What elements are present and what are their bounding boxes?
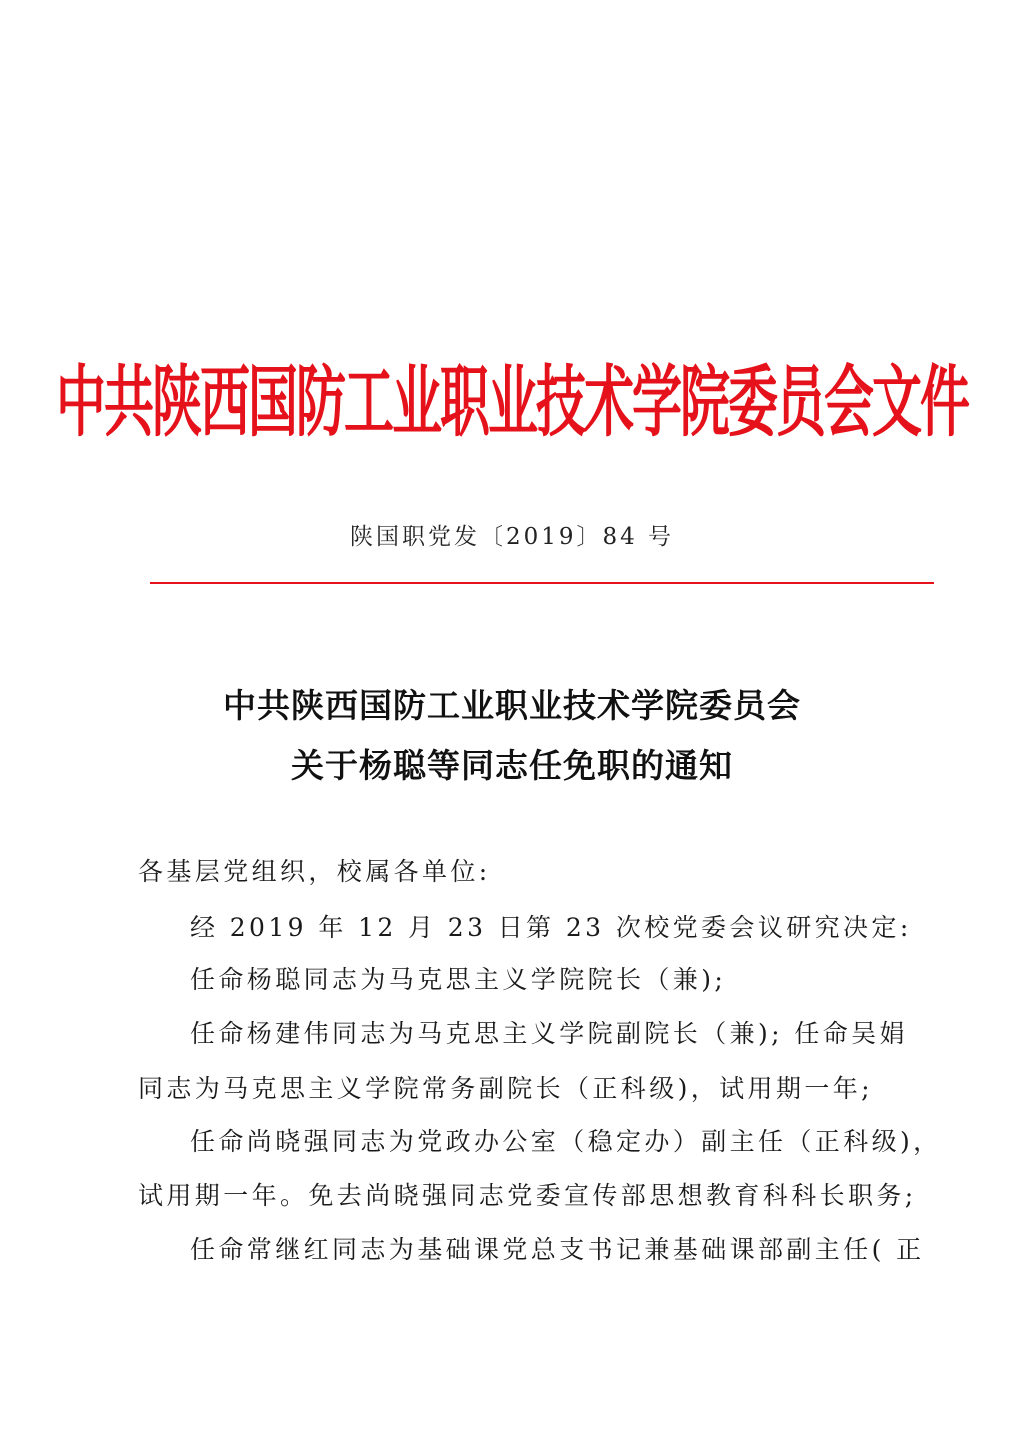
body-paragraph-line: 任命杨聪同志为马克思主义学院院长（兼); [190, 965, 727, 994]
red-divider-line [150, 582, 934, 584]
document-title-line-1: 中共陕西国防工业职业技术学院委员会 [223, 686, 801, 725]
document-number: 陕国职党发〔2019〕84 号 [349, 524, 675, 550]
body-paragraph-line: 任命尚晓强同志为党政办公室（稳定办）副主任（正科级)， [190, 1127, 942, 1156]
document-title-line-2: 关于杨聪等同志任免职的通知 [291, 746, 733, 785]
body-paragraph-line: 任命常继红同志为基础课党总支书记兼基础课部副主任( 正 [190, 1235, 925, 1264]
body-paragraph-line: 经 2019 年 12 月 23 日第 23 次校党委会议研究决定: [190, 913, 912, 942]
body-paragraph-line: 试用期一年。免去尚晓强同志党委宣传部思想教育科科长职务; [138, 1181, 917, 1210]
body-paragraph-line: 同志为马克思主义学院常务副院长（正科级)，试用期一年; [138, 1074, 873, 1103]
salutation: 各基层党组织，校属各单位: [138, 857, 491, 886]
issuer-banner: 中共陕西国防工业职业技术学院委员会文件 [56, 355, 968, 447]
body-paragraph-line: 任命杨建伟同志为马克思主义学院副院长（兼); 任命吴娟 [190, 1019, 908, 1048]
